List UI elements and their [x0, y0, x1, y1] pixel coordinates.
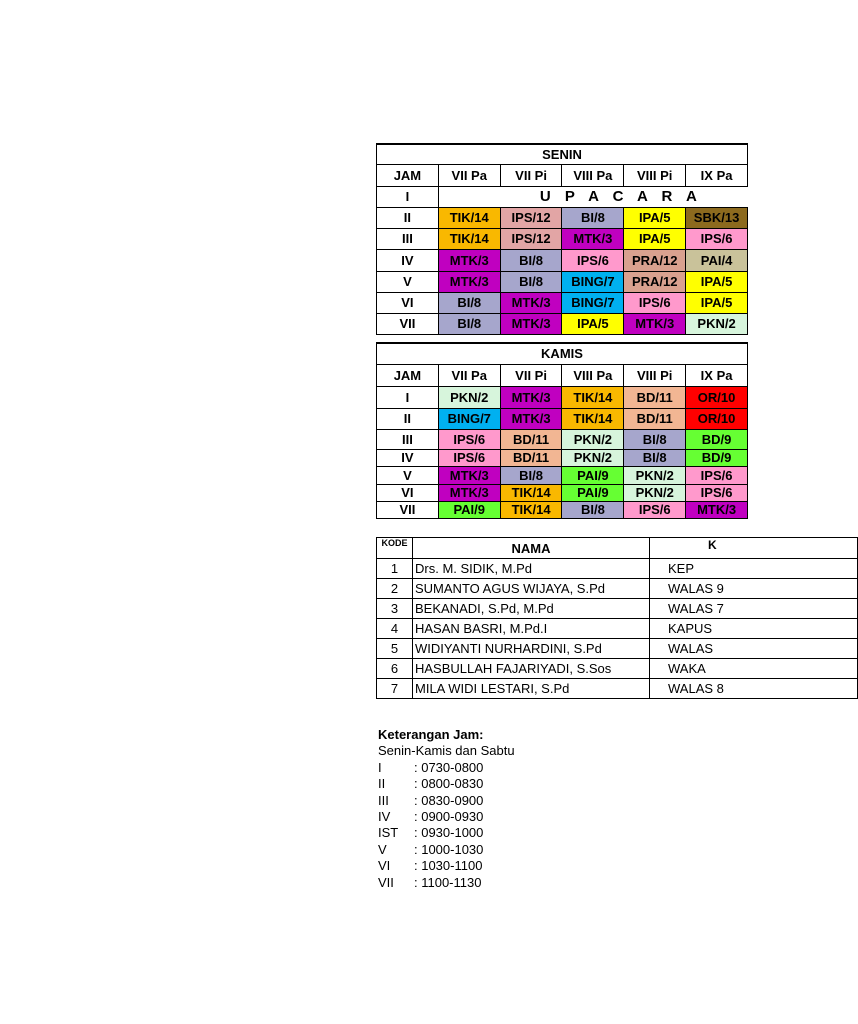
time-slot-label: VII [378, 874, 394, 890]
subject-cell: BI/8 [624, 429, 686, 449]
subject-cell: BI/8 [562, 501, 624, 518]
time-slot-range: : 0730-0800 [414, 759, 484, 775]
subject-cell: IPA/5 [686, 271, 748, 292]
teacher-kode: 2 [377, 579, 413, 599]
senin-schedule [376, 143, 740, 335]
time-slot-range: : 0800-0830 [414, 776, 484, 792]
kamis-row [377, 429, 748, 449]
jam-label: V [377, 271, 439, 292]
header-ix-pa: IX Pa [686, 164, 748, 186]
subject-cell: MTK/3 [686, 501, 748, 518]
kamis-row [377, 449, 748, 466]
kode-header: KODE [377, 538, 413, 559]
header-vii-pa: VII Pa [438, 164, 500, 186]
time-slot-label: IST [378, 825, 399, 841]
teacher-kode: 6 [377, 659, 413, 679]
teacher-header-row [377, 538, 858, 559]
subject-cell: MTK/3 [438, 466, 500, 484]
teacher-row [377, 679, 858, 699]
subject-cell: PAI/4 [686, 249, 748, 271]
teacher-kode: 3 [377, 599, 413, 619]
subject-cell: MTK/3 [500, 313, 562, 334]
time-slot [378, 776, 515, 792]
subject-cell: BING/7 [562, 271, 624, 292]
subject-cell: BI/8 [624, 449, 686, 466]
header-viii-pi: VIII Pi [624, 164, 686, 186]
subject-cell: MTK/3 [438, 484, 500, 501]
jam-label: VI [377, 292, 439, 313]
teacher-nama: MILA WIDI LESTARI, S.Pd [413, 679, 650, 699]
subject-cell: TIK/14 [562, 386, 624, 408]
subject-cell: PKN/2 [562, 449, 624, 466]
subject-cell: MTK/3 [500, 408, 562, 429]
subject-cell: TIK/14 [500, 501, 562, 518]
upacara-label: U P A C A R A [438, 186, 747, 207]
teacher-kode: 4 [377, 619, 413, 639]
senin-row [377, 271, 748, 292]
subject-cell: IPA/5 [624, 228, 686, 249]
senin-table [376, 143, 748, 335]
teacher-nama: HASBULLAH FAJARIYADI, S.Sos [413, 659, 650, 679]
header-jam: JAM [377, 164, 439, 186]
subject-cell: IPA/5 [562, 313, 624, 334]
teacher-kode: 1 [377, 559, 413, 579]
time-slot [378, 858, 515, 874]
teacher-keterangan: KAPUS [650, 619, 858, 639]
subject-cell: OR/10 [686, 386, 748, 408]
jam-label: IV [377, 249, 439, 271]
subject-cell: BING/7 [562, 292, 624, 313]
subject-cell: BING/7 [438, 408, 500, 429]
subject-cell: PAI/9 [438, 501, 500, 518]
time-slot [378, 793, 515, 809]
time-slot-range: : 0900-0930 [414, 809, 484, 825]
subject-cell: PAI/9 [562, 466, 624, 484]
subject-cell: IPS/6 [686, 466, 748, 484]
time-slot-label: IV [378, 809, 391, 825]
subject-cell: IPS/6 [624, 501, 686, 518]
teacher-keterangan: WALAS 7 [650, 599, 858, 619]
subject-cell: IPS/6 [438, 429, 500, 449]
notes-subtitle: Senin-Kamis dan Sabtu [378, 743, 515, 759]
time-notes [378, 727, 515, 891]
subject-cell: OR/10 [686, 408, 748, 429]
senin-title: SENIN [377, 144, 748, 164]
teacher-row [377, 659, 858, 679]
header-viii-pa: VIII Pa [562, 164, 624, 186]
header-viii-pa: VIII Pa [562, 364, 624, 386]
subject-cell: MTK/3 [500, 386, 562, 408]
subject-cell: BI/8 [438, 313, 500, 334]
time-slot-range: : 0830-0900 [414, 792, 484, 808]
senin-row [377, 228, 748, 249]
subject-cell: BI/8 [500, 249, 562, 271]
teacher-nama: WIDIYANTI NURHARDINI, S.Pd [413, 639, 650, 659]
subject-cell: MTK/3 [500, 292, 562, 313]
kamis-header-row [377, 364, 748, 386]
subject-cell: IPS/12 [500, 228, 562, 249]
subject-cell: IPS/6 [624, 292, 686, 313]
kamis-row [377, 386, 748, 408]
time-slot-range: : 1000-1030 [414, 841, 484, 857]
subject-cell: PRA/12 [624, 249, 686, 271]
kamis-schedule [376, 342, 737, 519]
subject-cell: MTK/3 [438, 249, 500, 271]
subject-cell: BD/11 [624, 408, 686, 429]
time-slot [378, 760, 515, 776]
teacher-keterangan: WALAS [650, 639, 858, 659]
subject-cell: BI/8 [562, 207, 624, 228]
time-slot-label: VI [378, 858, 391, 874]
time-slot [378, 809, 515, 825]
subject-cell: MTK/3 [438, 271, 500, 292]
teacher-row [377, 639, 858, 659]
subject-cell: PKN/2 [438, 386, 500, 408]
senin-header-row [377, 164, 748, 186]
senin-row [377, 207, 748, 228]
subject-cell: BD/9 [686, 449, 748, 466]
teacher-keterangan: WALAS 9 [650, 579, 858, 599]
time-slot-range: : 1030-1100 [414, 858, 483, 874]
subject-cell: PKN/2 [562, 429, 624, 449]
teacher-table [376, 537, 858, 699]
kamis-row [377, 408, 748, 429]
teacher-list [376, 537, 724, 699]
header-viii-pi: VIII Pi [624, 364, 686, 386]
kamis-row [377, 466, 748, 484]
senin-row [377, 313, 748, 334]
senin-row-upacara [377, 186, 748, 207]
header-vii-pi: VII Pi [500, 164, 562, 186]
senin-row [377, 249, 748, 271]
subject-cell: BD/9 [686, 429, 748, 449]
subject-cell: IPS/6 [562, 249, 624, 271]
subject-cell: SBK/13 [686, 207, 748, 228]
nama-header: NAMA [413, 538, 650, 559]
subject-cell: PRA/12 [624, 271, 686, 292]
teacher-row [377, 619, 858, 639]
kamis-table [376, 342, 748, 519]
header-vii-pi: VII Pi [500, 364, 562, 386]
jam-label: V [377, 466, 439, 484]
subject-cell: BI/8 [438, 292, 500, 313]
subject-cell: TIK/14 [438, 207, 500, 228]
kamis-title: KAMIS [377, 343, 748, 364]
header-jam: JAM [377, 364, 439, 386]
teacher-keterangan: WALAS 8 [650, 679, 858, 699]
subject-cell: TIK/14 [500, 484, 562, 501]
jam-label: IV [377, 449, 439, 466]
subject-cell: PAI/9 [562, 484, 624, 501]
kamis-row [377, 501, 748, 518]
header-ix-pa: IX Pa [686, 364, 748, 386]
keterangan-header: K [650, 538, 858, 559]
subject-cell: MTK/3 [624, 313, 686, 334]
time-slot-range: : 1100-1130 [414, 874, 482, 890]
jam-label: III [377, 429, 439, 449]
subject-cell: TIK/14 [438, 228, 500, 249]
teacher-keterangan: KEP [650, 559, 858, 579]
teacher-nama: Drs. M. SIDIK, M.Pd [413, 559, 650, 579]
kamis-row [377, 484, 748, 501]
header-vii-pa: VII Pa [438, 364, 500, 386]
subject-cell: PKN/2 [686, 313, 748, 334]
teacher-kode: 7 [377, 679, 413, 699]
subject-cell: BI/8 [500, 466, 562, 484]
time-slot-label: V [378, 841, 387, 857]
jam-label: VII [377, 501, 439, 518]
teacher-nama: BEKANADI, S.Pd, M.Pd [413, 599, 650, 619]
subject-cell: IPA/5 [624, 207, 686, 228]
subject-cell: BD/11 [500, 429, 562, 449]
subject-cell: IPS/6 [686, 484, 748, 501]
time-slot [378, 825, 515, 841]
subject-cell: BD/11 [624, 386, 686, 408]
time-slot-range: : 0930-1000 [414, 825, 484, 841]
time-slot-label: I [378, 759, 382, 775]
time-slot-label: II [378, 776, 386, 792]
teacher-kode: 5 [377, 639, 413, 659]
teacher-keterangan: WAKA [650, 659, 858, 679]
subject-cell: BI/8 [500, 271, 562, 292]
subject-cell: MTK/3 [562, 228, 624, 249]
subject-cell: PKN/2 [624, 484, 686, 501]
teacher-row [377, 559, 858, 579]
jam-label: I [377, 386, 439, 408]
jam-label: II [377, 207, 439, 228]
teacher-row [377, 599, 858, 619]
jam-label: VII [377, 313, 439, 334]
subject-cell: BD/11 [500, 449, 562, 466]
jam-label: I [377, 186, 439, 207]
senin-row [377, 292, 748, 313]
teacher-nama: SUMANTO AGUS WIJAYA, S.Pd [413, 579, 650, 599]
teacher-row [377, 579, 858, 599]
subject-cell: IPA/5 [686, 292, 748, 313]
subject-cell: TIK/14 [562, 408, 624, 429]
time-slot-label: III [378, 792, 389, 808]
notes-title: Keterangan Jam: [378, 727, 484, 742]
jam-label: II [377, 408, 439, 429]
subject-cell: IPS/6 [686, 228, 748, 249]
subject-cell: IPS/6 [438, 449, 500, 466]
subject-cell: PKN/2 [624, 466, 686, 484]
subject-cell: IPS/12 [500, 207, 562, 228]
jam-label: VI [377, 484, 439, 501]
jam-label: III [377, 228, 439, 249]
teacher-nama: HASAN BASRI, M.Pd.I [413, 619, 650, 639]
time-slot [378, 842, 515, 858]
time-slot [378, 875, 515, 891]
